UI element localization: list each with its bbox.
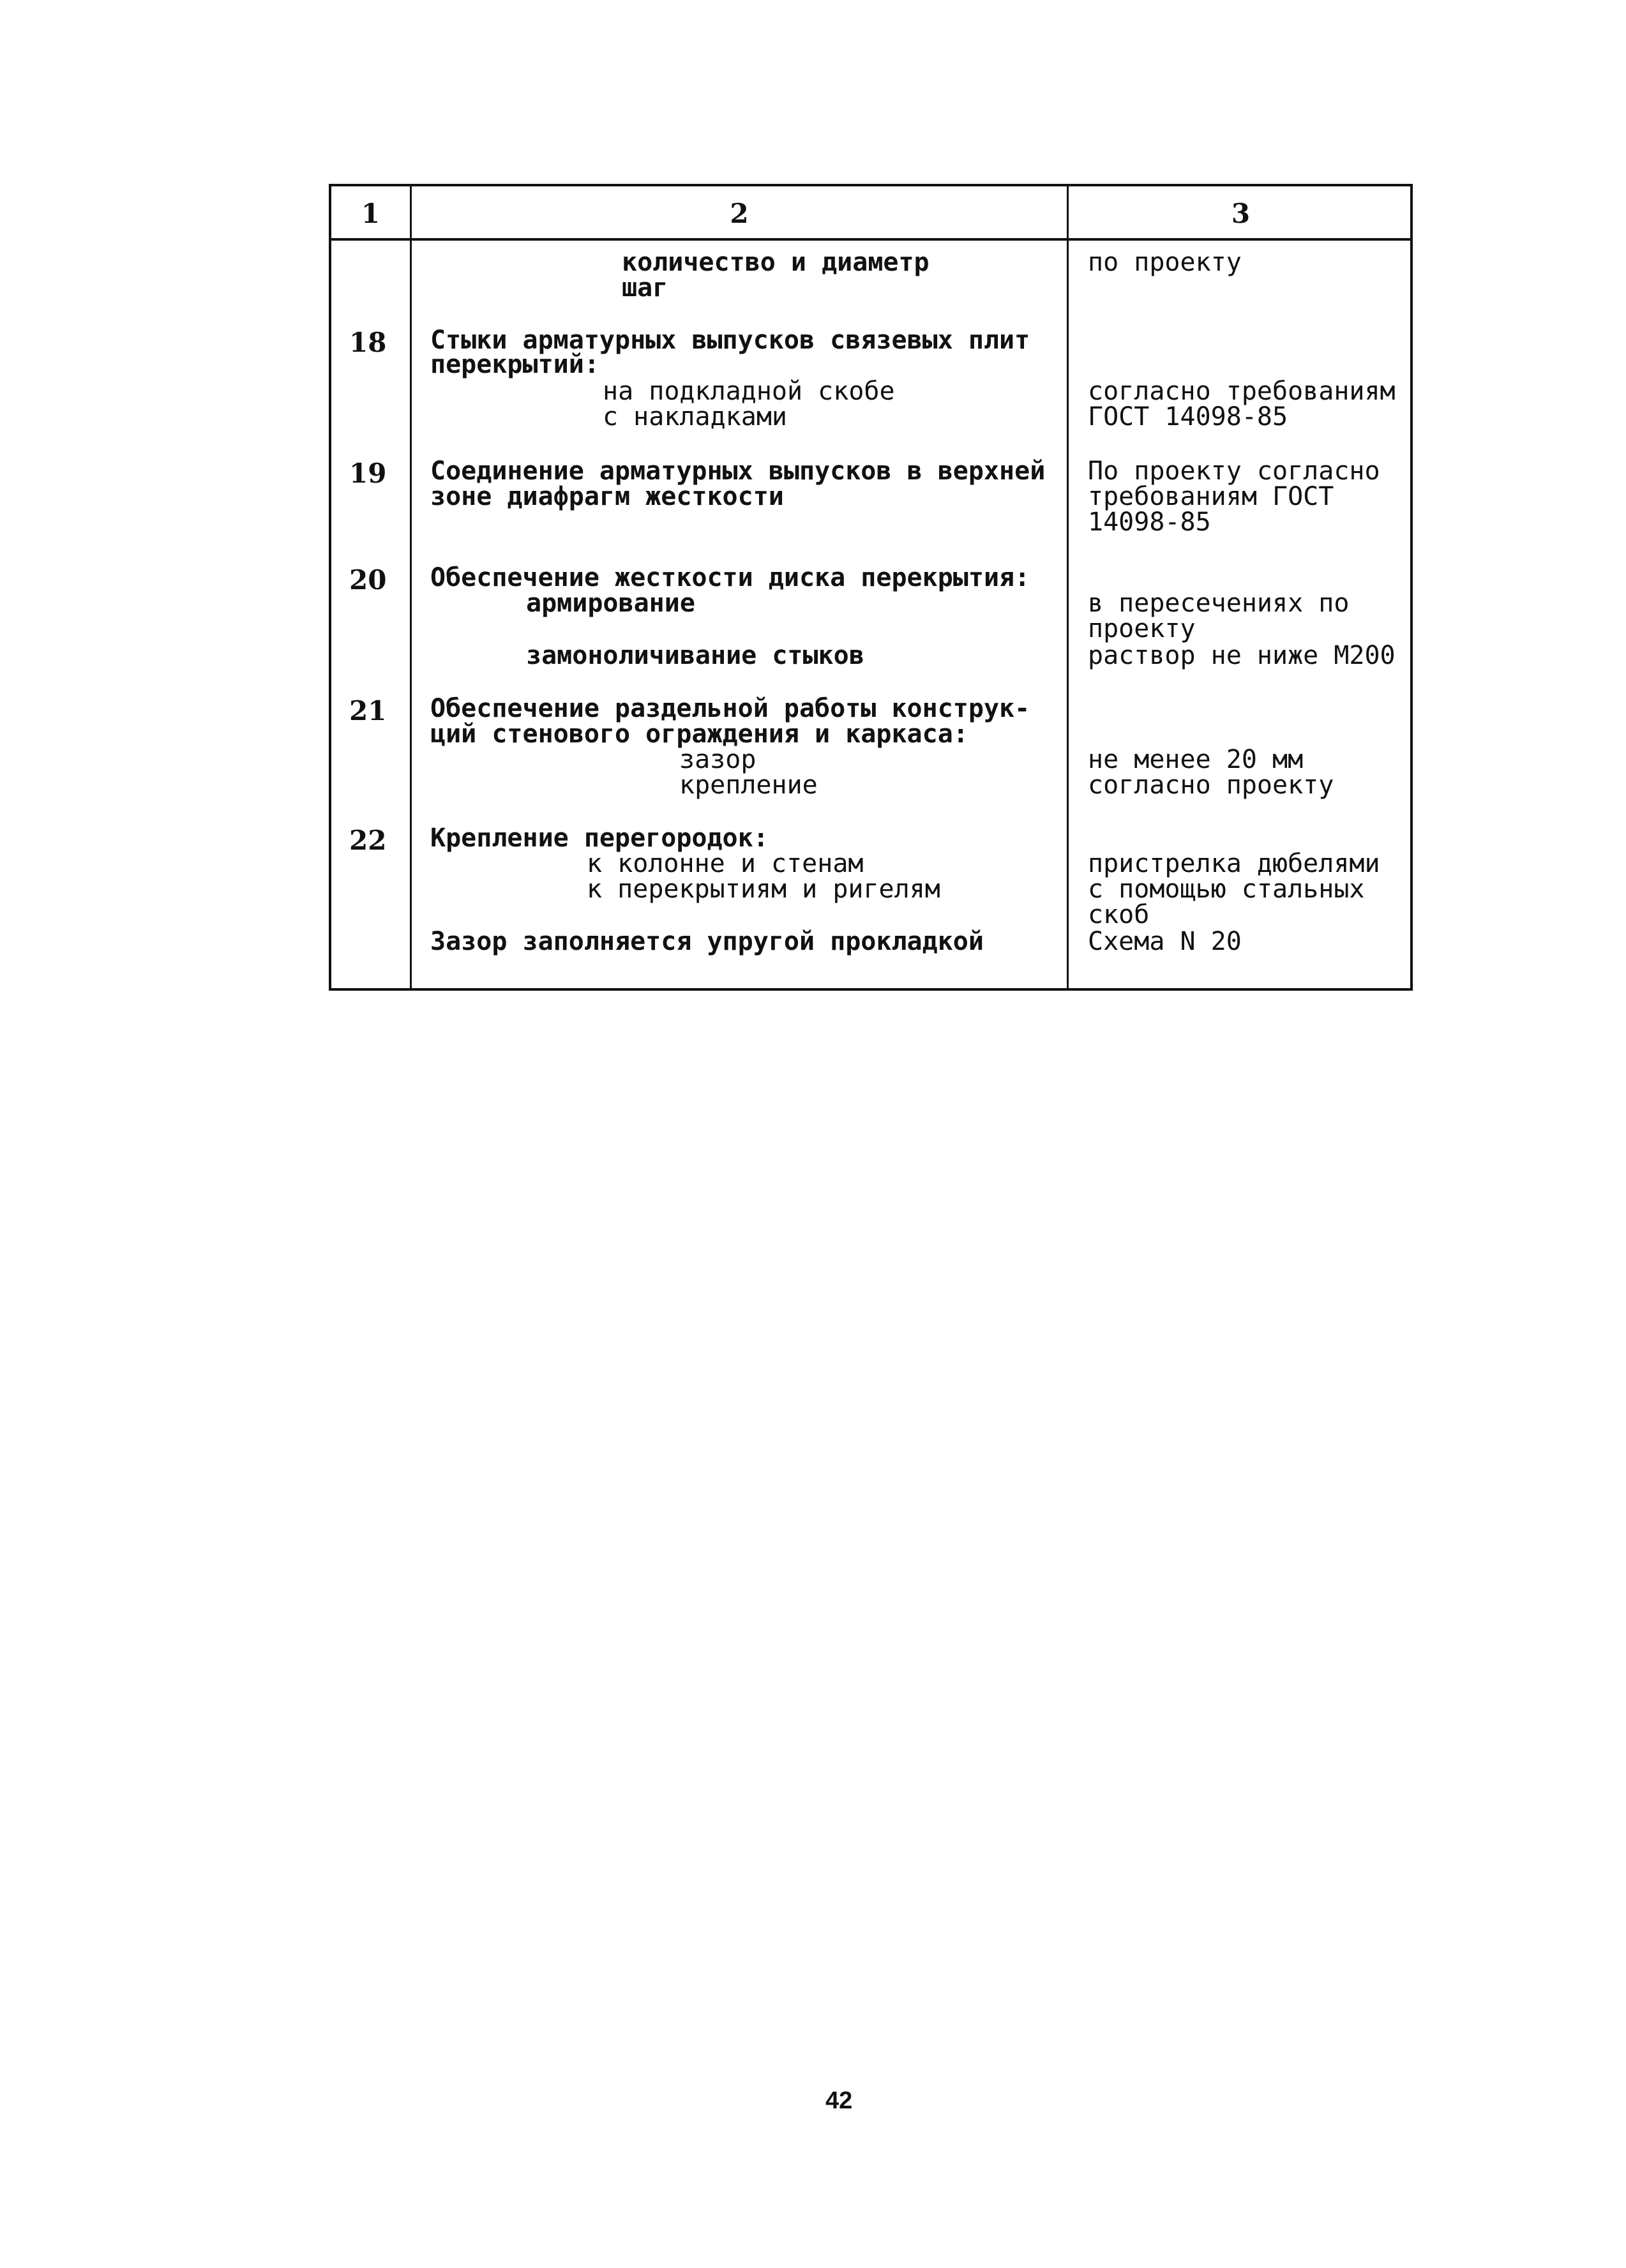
row22-col2-line2: к колонне и стенам [587,849,864,878]
row21-col3-line1: не менее 20 мм [1088,745,1304,774]
row20-col2-line2: армирование [526,589,695,618]
row18-col3-line1: согласно требованиям [1088,377,1396,406]
column-divider-2 [1067,186,1069,988]
row19-col3-line2: требованиям ГОСТ [1088,482,1334,511]
row20-col3-line1: в пересечениях по [1088,589,1350,618]
row21-col3-line2: согласно проекту [1088,770,1334,800]
page-number: 42 [825,2087,853,2114]
row19-col2-line2: зоне диафрагм жесткости [430,482,784,511]
row-number-22: 22 [349,825,387,856]
row19-col2-line1: Соединение арматурных выпусков в верхней [430,456,1046,486]
row20-col3-line2: проекту [1088,614,1196,643]
row20-col3-line3: раствор не ниже М200 [1088,641,1396,670]
row-number-18: 18 [349,327,387,358]
row22-col3-line4: Схема N 20 [1088,927,1242,956]
row21-col2-line1: Обеспечение раздельной работы конструк- [430,694,1030,723]
row-number-21: 21 [349,695,387,726]
row18-col3-line2: ГОСТ 14098-85 [1088,402,1288,432]
header-col-1: 1 [361,198,380,229]
row22-col3-line1: пристрелка дюбелями [1088,849,1380,878]
row21-col2-line3: зазор [679,745,757,774]
row20-col2-line3: замоноличивание стыков [526,641,864,670]
row-number-20: 20 [349,564,387,596]
row0-col3-line1: по проекту [1088,248,1242,277]
column-divider-1 [410,186,412,988]
row22-col2-line1: Крепление перегородок: [430,823,769,853]
row0-col2-line2: шаг [622,273,668,303]
row0-col2-line1: количество и диаметр [622,248,930,277]
row19-col3-line1: По проекту согласно [1088,456,1380,486]
row18-col2-line3: на подкладной скобе [603,377,895,406]
row22-col2-line3: к перекрытиям и ригелям [587,875,940,904]
header-col-2: 2 [730,198,749,229]
row18-col2-line2: перекрытий: [430,350,599,379]
row18-col2-line1: Стыки арматурных выпусков связевых плит [430,326,1030,355]
row22-col2-line4: Зазор заполняется упругой прокладкой [430,927,984,956]
row19-col3-line3: 14098-85 [1088,507,1211,537]
header-divider [331,238,1410,241]
row20-col2-line1: Обеспечение жесткости диска перекрытия: [430,563,1030,592]
row18-col2-line4: с накладками [603,402,787,432]
row22-col3-line3: скоб [1088,900,1150,929]
requirements-table [329,184,1413,991]
row21-col2-line2: ций стенового ограждения и каркаса: [430,719,968,749]
row22-col3-line2: с помощью стальных [1088,875,1365,904]
row-number-19: 19 [349,458,387,489]
row21-col2-line4: крепление [679,770,818,800]
header-col-3: 3 [1231,198,1251,229]
